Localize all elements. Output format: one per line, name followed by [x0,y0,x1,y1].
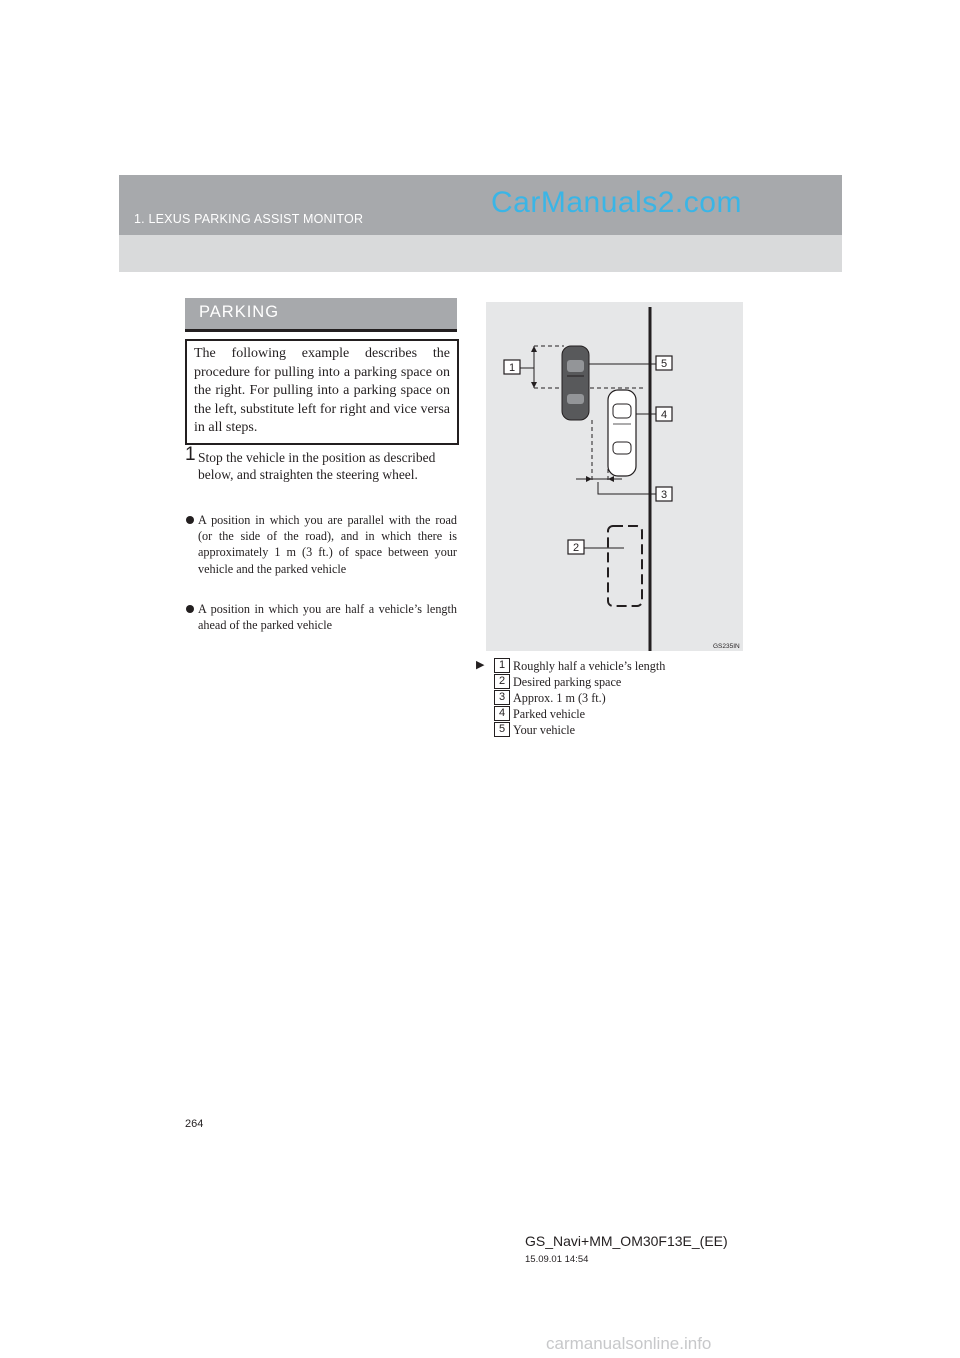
legend-number: 2 [494,674,510,689]
callout-label: 3 [660,489,668,501]
legend-number: 1 [494,658,510,673]
legend-text: Parked vehicle [513,707,586,721]
site-watermark[interactable]: carmanualsonline.info [546,1334,712,1353]
callout-label: 5 [660,358,668,370]
legend-text: Desired parking space [513,675,622,689]
arrow-icon [608,476,614,482]
document-timestamp: 15.09.01 14:54 [525,1254,589,1265]
callout-label: 2 [572,542,580,554]
bullet-icon [186,605,194,613]
watermark-logo[interactable]: CarManuals2.com [491,186,742,219]
callout-5 [656,356,672,370]
legend-number: 4 [494,706,510,721]
intro-box: The following example describes the procedure for pulling into a parking space on the right. For pulling into a parking space on the left, substitute left for right and vice versa in all steps. [185,339,459,445]
legend-item [494,722,575,738]
legend-number: 3 [494,690,510,705]
legend-number: 5 [494,722,510,737]
legend-item [494,674,621,690]
section-title: PARKING [199,303,280,321]
step-text: Stop the vehicle in the position as described below, and straighten the steering wheel. [198,450,436,482]
section-title-bar [185,298,457,332]
bullet-text: A position in which you are half a vehicle’s length ahead of the parked vehicle [198,602,457,633]
play-arrow-icon: ▶ [476,659,485,671]
callout-4 [656,407,672,421]
callout-label: 4 [660,409,668,421]
bullet-item [185,512,457,577]
arrow-icon [586,476,592,482]
bullet-icon [186,516,194,524]
step-1 [185,444,457,483]
legend-item [494,690,606,706]
legend-item [494,706,585,722]
callout-2 [568,540,584,554]
legend-text: Your vehicle [513,723,576,737]
bullet-text: A position in which you are parallel with the road (or the side of the road), and in which there is approximately 1 m (3 ft.) of space between your vehicle and the parked vehicle [198,513,457,576]
parked-vehicle [608,390,636,476]
legend-item [494,658,665,674]
parking-diagram-svg [486,302,743,651]
callout-label: 1 [508,362,516,374]
figure-code: GS235IN [713,643,740,650]
callout-3 [656,487,672,501]
section-header-title: 1. LEXUS PARKING ASSIST MONITOR [134,212,364,226]
callout-leader [598,482,656,494]
bullet-item [185,601,457,633]
arrow-icon [531,382,537,388]
step-number: 1 [185,444,196,465]
document-code: GS_Navi+MM_OM30F13E_(EE) [525,1233,728,1249]
parking-diagram [486,302,743,651]
legend-text: Roughly half a vehicle’s length [513,659,666,673]
callout-1 [504,360,520,374]
header-subband [119,235,842,272]
arrow-icon [531,346,537,352]
legend-text: Approx. 1 m (3 ft.) [513,691,606,705]
your-vehicle [562,346,589,420]
desired-parking-space [608,526,642,606]
page-number: 264 [185,1118,204,1130]
